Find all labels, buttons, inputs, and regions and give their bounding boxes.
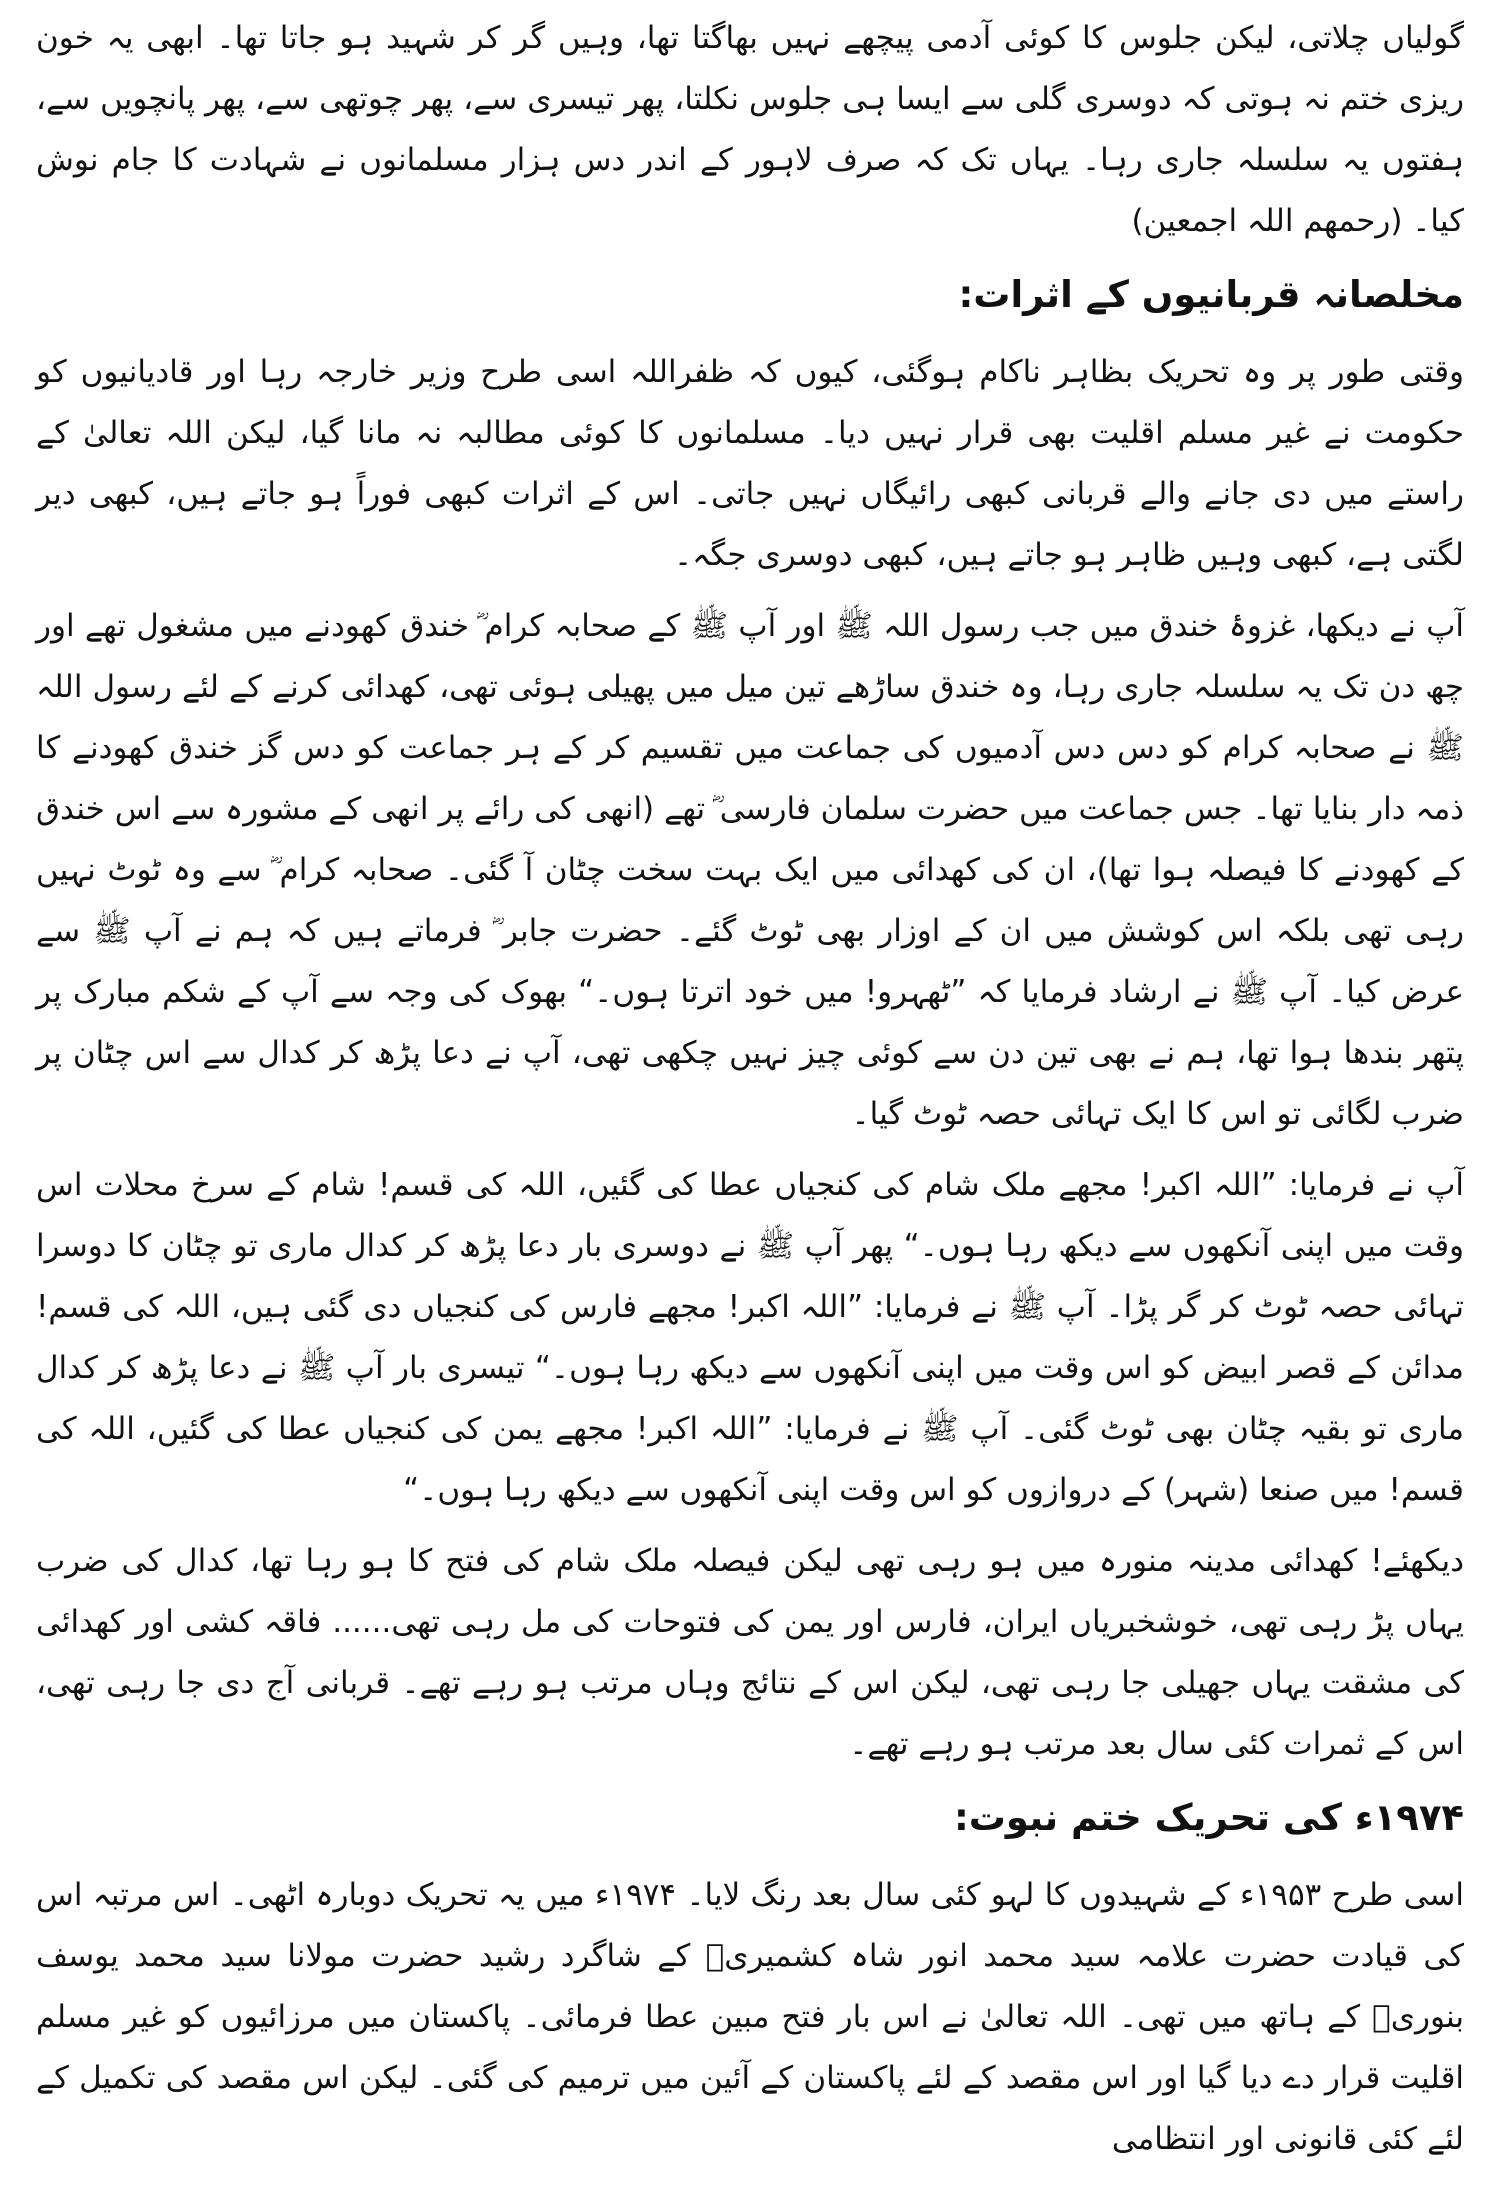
- paragraph-battle-of-trench: آپ نے دیکھا، غزوۂ خندق میں جب رسول اللہ ﷺ اور آپ ﷺ کے صحابہ کرام ؓ خندق کھودنے میں مشغول تھے اور چھ دن تک یہ سلسلہ جاری رہا، وہ خندق ساڑھے تین میل میں پھیلی ہوئی تھی، کھدائی کرنے کے لئے رسول اللہ ﷺ نے صحابہ کرام کو دس دس آدمیوں کی جماعت میں تقسیم کر کے ہر جماعت کو دس گز خندق کھودنے کا ذمہ دار بنایا تھا۔ جس جماعت میں حضرت سلمان فارسی ؓ تھے (انھی کی رائے پر انھی کے مشورہ سے اس خندق کے کھودنے کا فیصلہ ہوا تھا)، ان کی کھدائی میں ایک بہت سخت چٹان آ گئی۔ صحابہ کرام ؓ سے وہ ٹوٹ نہیں رہی تھی بلکہ اس کوشش میں ان کے اوزار بھی ٹوٹ گئے۔ حضرت جابر ؓ فرماتے ہیں کہ ہم نے آپ ﷺ سے عرض کیا۔ آپ ﷺ نے ارشاد فرمایا کہ ”ٹھہرو! میں خود اترتا ہوں۔“ بھوک کی وجہ سے آپ کے شکم مبارک پر پتھر بندھا ہوا تھا، ہم نے بھی تین دن سے کوئی چیز نہیں چکھی تھی، آپ نے دعا پڑھ کر کدال سے اس چٹان پر ضرب لگائی تو اس کا ایک تہائی حصہ ٹوٹ گیا۔: [36, 608, 1464, 1132]
- paragraph-movement-outcome: وقتی طور پر وہ تحریک بظاہر ناکام ہوگئی، کیوں کہ ظفراللہ اسی طرح وزیر خارجہ رہا اور قادیانیوں کو حکومت نے غیر مسلم اقلیت بھی قرار نہیں دیا۔ مسلمانوں کا کوئی مطالبہ نہ مانا گیا، لیکن اللہ تعالیٰ کے راستے میں دی جانے والے قربانی کبھی رائیگاں نہیں جاتی۔ اس کے اثرات کبھی فوراً ہو جاتے ہیں، کبھی دیر لگتی ہے، کبھی وہیں ظاہر ہو جاتے ہیں، کبھی دوسری جگہ۔: [36, 354, 1464, 573]
- paragraph-keys-of-conquest: آپ نے فرمایا: ”اللہ اکبر! مجھے ملک شام کی کنجیاں عطا کی گئیں، اللہ کی قسم! شام کے سرخ محلات اس وقت میں اپنی آنکھوں سے دیکھ رہا ہوں۔“ پھر آپ ﷺ نے دوسری بار دعا پڑھ کر کدال ماری تو چٹان کا دوسرا تہائی حصہ ٹوٹ کر گر پڑا۔ آپ ﷺ نے فرمایا: ”اللہ اکبر! مجھے فارس کی کنجیاں دی گئی ہیں، اللہ کی قسم! مدائن کے قصر ابیض کو اس وقت میں اپنی آنکھوں سے دیکھ رہا ہوں۔“ تیسری بار آپ ﷺ نے دعا پڑھ کر کدال ماری تو بقیہ چٹان بھی ٹوٹ گئی۔ آپ ﷺ نے فرمایا: ”اللہ اکبر! مجھے یمن کی کنجیاں عطا کی گئیں، اللہ کی قسم! میں صنعا (شہر) کے دروازوں کو اس وقت اپنی آنکھوں سے دیکھ رہا ہوں۔“: [36, 1167, 1464, 1508]
- paragraph-1974-movement: اسی طرح ۱۹۵۳ء کے شہیدوں کا لہو کئی سال بعد رنگ لایا۔ ۱۹۷۴ء میں یہ تحریک دوبارہ اٹھی۔ اس مرتبہ اس کی قیادت حضرت علامہ سید محمد انور شاہ کشمیریؒ کے شاگرد رشید حضرت مولانا سید محمد یوسف بنوریؒ کے ہاتھ میں تھی۔ اللہ تعالیٰ نے اس بار فتح مبین عطا فرمائی۔ پاکستان میں مرزائیوں کو غیر مسلم اقلیت قرار دے دیا گیا اور اس مقصد کے لئے پاکستان کے آئین میں ترمیم کی گئی۔ لیکن اس مقصد کی تکمیل کے لئے کئی قانونی اور انتظامی: [36, 1877, 1465, 2157]
- heading-effects-of-sacrifices: مخلصانہ قربانیوں کے اثرات:: [958, 273, 1464, 316]
- heading-1974-movement: ۱۹۷۴ء کی تحریک ختم نبوت:: [953, 1796, 1464, 1839]
- paragraph-lahore-procession: گولیاں چلاتی، لیکن جلوس کا کوئی آدمی پیچھے نہیں بھاگتا تھا، وہیں گر کر شہید ہو جاتا تھا۔ ابھی یہ خون ریزی ختم نہ ہوتی کہ دوسری گلی سے ایسا ہی جلوس نکلتا، پھر تیسری سے، پھر چوتھی سے، پھر پانچویں سے، ہفتوں یہ سلسلہ جاری رہا۔ یہاں تک کہ صرف لاہور کے اندر دس ہزار مسلمانوں نے شہادت کا جام نوش کیا۔ (رحمھم اللہ اجمعین): [36, 20, 1464, 239]
- paragraph-fruits-of-sacrifice: دیکھئے! کھدائی مدینہ منورہ میں ہو رہی تھی لیکن فیصلہ ملک شام کی فتح کا ہو رہا تھا، کدال کی ضرب یہاں پڑ رہی تھی، خوشخبریاں ایران، فارس اور یمن کی فتوحات کی مل رہی تھی...... فاقہ کشی اور کھدائی کی مشقت یہاں جھیلی جا رہی تھی، لیکن اس کے نتائج وہاں مرتب ہو رہے تھے۔ قربانی آج دی جا رہی تھی، اس کے ثمرات کئی سال بعد مرتب ہو رہے تھے۔: [36, 1543, 1464, 1762]
